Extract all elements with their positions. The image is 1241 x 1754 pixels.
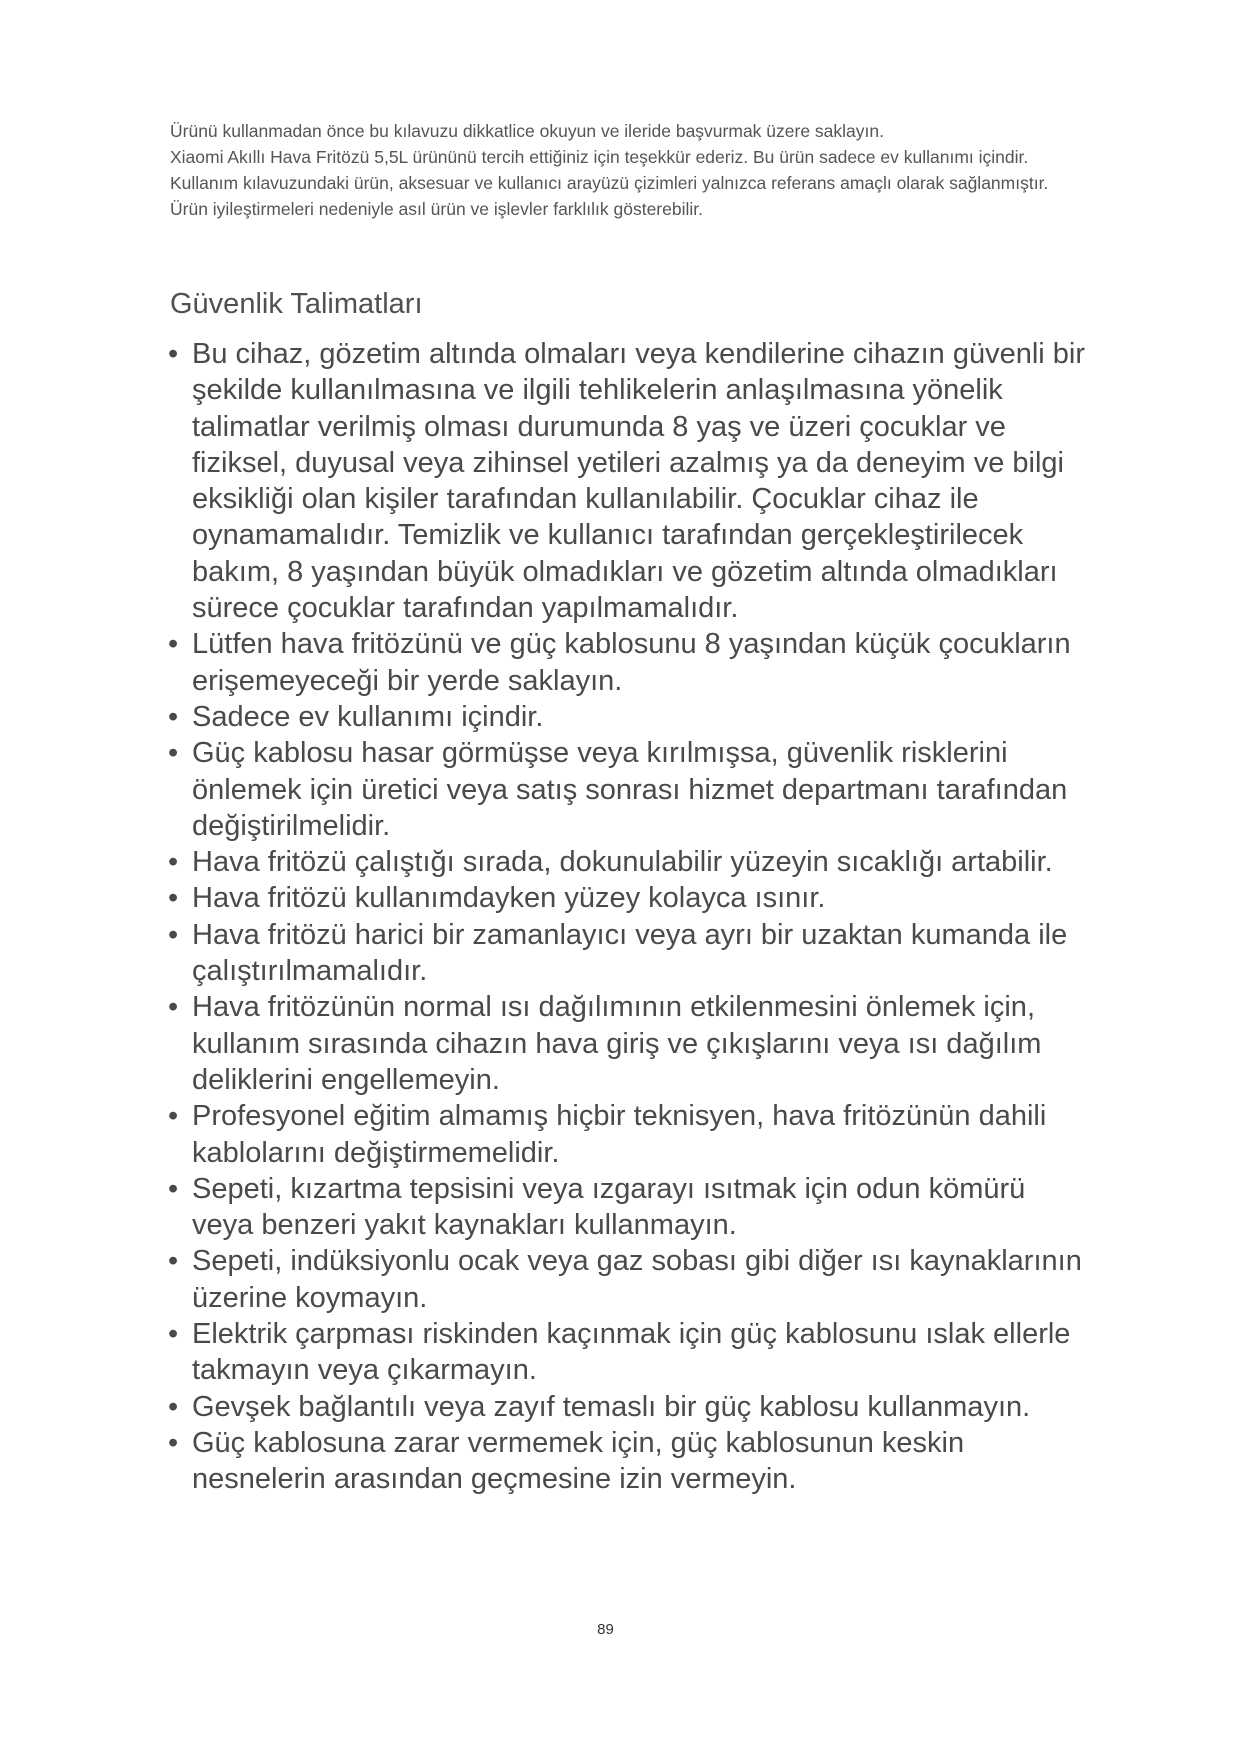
list-item (168, 1243, 1088, 1316)
list-item (168, 1316, 1088, 1389)
list-item-text: Sepeti, kızartma tepsisini veya ızgarayı ısıtmak için odun kömürü veya benzeri yakıt kaynakları kullanmayın. (192, 1172, 1026, 1242)
list-item (168, 844, 1088, 880)
list-item-text: Güç kablosuna zarar vermemek için, güç kablosunun keskin nesnelerin arasından geçmesine izin vermeyin. (192, 1426, 965, 1496)
bullet-icon: • (168, 991, 179, 1024)
list-item-text: Lütfen hava fritözünü ve güç kablosunu 8 yaşından küçük çocukların erişemeyeceği bir yerde saklayın. (192, 628, 1071, 697)
bullet-icon: • (168, 1390, 179, 1423)
bullet-icon: • (168, 1318, 179, 1351)
bullet-icon: • (168, 846, 179, 879)
list-item-text: Hava fritözü kullanımdayken yüzey kolayca ısınır. (192, 882, 826, 915)
list-item-text: Sadece ev kullanımı içindir. (192, 700, 544, 733)
intro-paragraph: Kullanım kılavuzundaki ürün, aksesuar ve kullanıcı arayüzü çizimleri yalnızca referans amaçlı olarak sağlanmıştır. Ürün iyileştirmeleri nedeniyle asıl ürün ve işlevler farklılık gösterebilir. (170, 173, 1049, 219)
list-item (168, 917, 1088, 990)
list-item-text: Güç kablosu hasar görmüşse veya kırılmışsa, güvenlik risklerini önlemek için üretici veya satış sonrası hizmet departmanı tarafından değiştirilmelidir. (192, 737, 1068, 842)
list-item-text: Gevşek bağlantılı veya zayıf temaslı bir güç kablosu kullanmayın. (192, 1390, 1031, 1423)
intro-paragraph: Ürünü kullanmadan önce bu kılavuzu dikkatlice okuyun ve ileride başvurmak üzere saklayın. (170, 121, 884, 141)
list-item (168, 1098, 1088, 1171)
list-item-text: Profesyonel eğitim almamış hiçbir teknisyen, hava fritözünün dahili kablolarını değiştirmemelidir. (192, 1100, 1047, 1169)
list-item (168, 1389, 1088, 1425)
bullet-icon: • (168, 882, 179, 915)
list-item (168, 735, 1088, 844)
list-item-text: Sepeti, indüksiyonlu ocak veya gaz sobası gibi diğer ısı kaynaklarının üzerine koymayın. (192, 1245, 1082, 1314)
bullet-icon: • (168, 1426, 179, 1459)
list-item-text: Elektrik çarpması riskinden kaçınmak için güç kablosunu ıslak ellerle takmayın veya çıkarmayın. (192, 1318, 1071, 1387)
bullet-icon: • (168, 737, 179, 770)
intro-paragraph: Xiaomi Akıllı Hava Fritözü 5,5L ürününü tercih ettiğiniz için teşekkür ederiz. Bu ürün sadece ev kullanımı içindir. (170, 147, 1029, 167)
section-title: Güvenlik Talimatları (170, 288, 423, 320)
list-item (168, 989, 1088, 1098)
list-item (168, 336, 1088, 626)
intro-text (170, 118, 1070, 222)
list-item-text: Hava fritözünün normal ısı dağılımının etkilenmesini önlemek için, kullanım sırasında cihazın hava giriş ve çıkışlarını veya ısı dağılım deliklerini engellemeyin. (192, 991, 1042, 1096)
bullet-icon: • (168, 918, 179, 951)
bullet-icon: • (168, 1245, 179, 1278)
list-item-text: Hava fritözü harici bir zamanlayıcı veya ayrı bir uzaktan kumanda ile çalıştırılmamalıdır. (192, 918, 1068, 988)
bullet-icon: • (168, 1172, 179, 1205)
list-item (168, 1171, 1088, 1244)
list-item (168, 880, 1088, 916)
list-item (168, 1425, 1088, 1498)
bullet-icon: • (168, 628, 179, 661)
list-item (168, 699, 1088, 735)
safety-instructions-list (168, 336, 1088, 1498)
bullet-icon: • (168, 338, 179, 370)
bullet-icon: • (168, 700, 179, 733)
page-number: 89 (597, 1621, 614, 1638)
list-item (168, 626, 1088, 699)
list-item-text: Bu cihaz, gözetim altında olmaları veya kendilerine cihazın güvenli bir şekilde kullanılmasına ve ilgili tehlikelerin anlaşılmasına yönelik talimatlar verilmiş olması durumunda 8 yaş ve üzeri çocuklar ve fiziksel, duyusal veya zihinsel yetileri azalmış ya da deneyim ve bilgi eksikliği olan kişiler tarafından kullanılabilir. Çocuklar cihaz ile oynamamalıdır. Temizlik ve kullanıcı tarafından gerçekleştirilecek bakım, 8 yaşından büyük olmadıkları ve gözetim altında olmadıkları sürece çocuklar tarafından yapılmamalıdır. (192, 338, 1086, 625)
list-item-text: Hava fritözü çalıştığı sırada, dokunulabilir yüzeyin sıcaklığı artabilir. (192, 846, 1053, 879)
bullet-icon: • (168, 1100, 179, 1133)
